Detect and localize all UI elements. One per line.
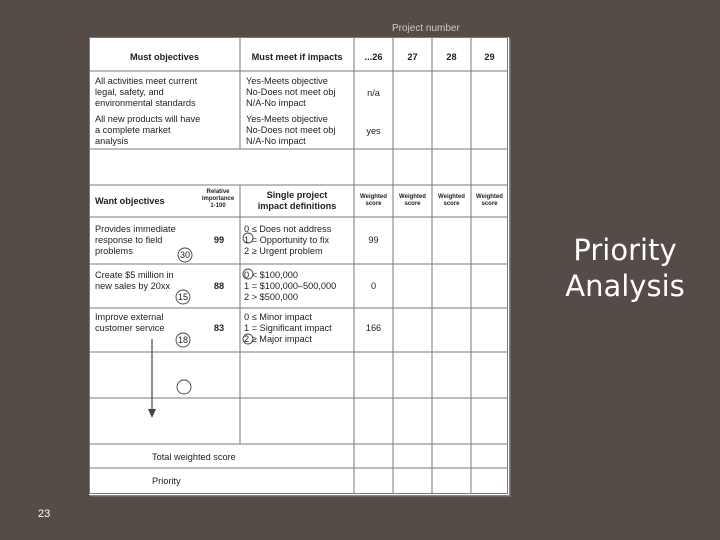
weighted-score-value: 99: [368, 235, 379, 245]
weighted-score-value: 166: [365, 323, 382, 333]
must-value: yes: [366, 126, 381, 136]
must-impacts-header: Must meet if impacts: [251, 52, 343, 62]
impact-definition-list: 0 ≤ Minor impact 1 = Significant impact 2 ≥ Major impact: [244, 312, 332, 344]
must-objective: All activities meet current legal, safety, and environmental standards: [95, 76, 198, 108]
must-impacts: Yes-Meets objective No-Does not meet obj N/A-No impact: [246, 76, 336, 108]
must-value: n/a: [367, 88, 380, 98]
priority-form: [89, 37, 509, 495]
priority-label: Priority: [152, 476, 181, 486]
importance-value: 83: [213, 323, 225, 333]
weighted-score-header: Weighted score: [438, 194, 465, 207]
slide-number: 23: [38, 508, 51, 520]
project-col-header: 27: [407, 52, 418, 62]
circled-number: 30: [179, 250, 190, 260]
impact-definition-list: 0 < $100,000 1 = $100,000–500,000 2 > $500,000: [244, 270, 337, 302]
importance-value: 99: [213, 235, 225, 245]
total-weighted-score-label: Total weighted score: [152, 452, 236, 462]
project-col-header: 29: [484, 52, 495, 62]
relative-importance-header: Relative importance 1-100: [201, 189, 235, 209]
impact-definitions-header: Single project impact definitions: [257, 190, 337, 211]
weighted-score-value: 0: [370, 281, 377, 291]
slide-title-line2: Analysis: [565, 269, 685, 303]
importance-value: 88: [213, 281, 225, 291]
weighted-score-header: Weighted score: [476, 194, 503, 207]
slide-title: [545, 232, 705, 304]
circle-mark: [177, 380, 191, 394]
want-objective: Provides immediate response to field problems: [95, 224, 176, 256]
weighted-score-header: Weighted score: [360, 194, 387, 207]
want-objective: Create $5 million in new sales by 20xx: [95, 270, 174, 291]
down-arrow-icon: [148, 339, 156, 418]
project-number-label: Project number: [392, 23, 460, 34]
weighted-score-header: Weighted score: [399, 194, 426, 207]
circled-number: 15: [177, 292, 188, 302]
want-objectives-header: Want objectives: [95, 196, 165, 206]
circled-number: 18: [177, 335, 188, 345]
impact-definition-list: 0 ≤ Does not address 1 = Opportunity to fix 2 ≥ Urgent problem: [244, 224, 332, 256]
project-col-header: 28: [446, 52, 457, 62]
slide-title-line1: Priority: [573, 233, 677, 267]
must-objectives-header: Must objectives: [130, 52, 199, 62]
must-objective: All new products will have a complete market analysis: [95, 114, 201, 146]
must-impacts: Yes-Meets objective No-Does not meet obj N/A-No impact: [246, 114, 336, 146]
want-objective: Improve external customer service: [95, 312, 165, 333]
project-col-header: ...26: [364, 52, 383, 62]
